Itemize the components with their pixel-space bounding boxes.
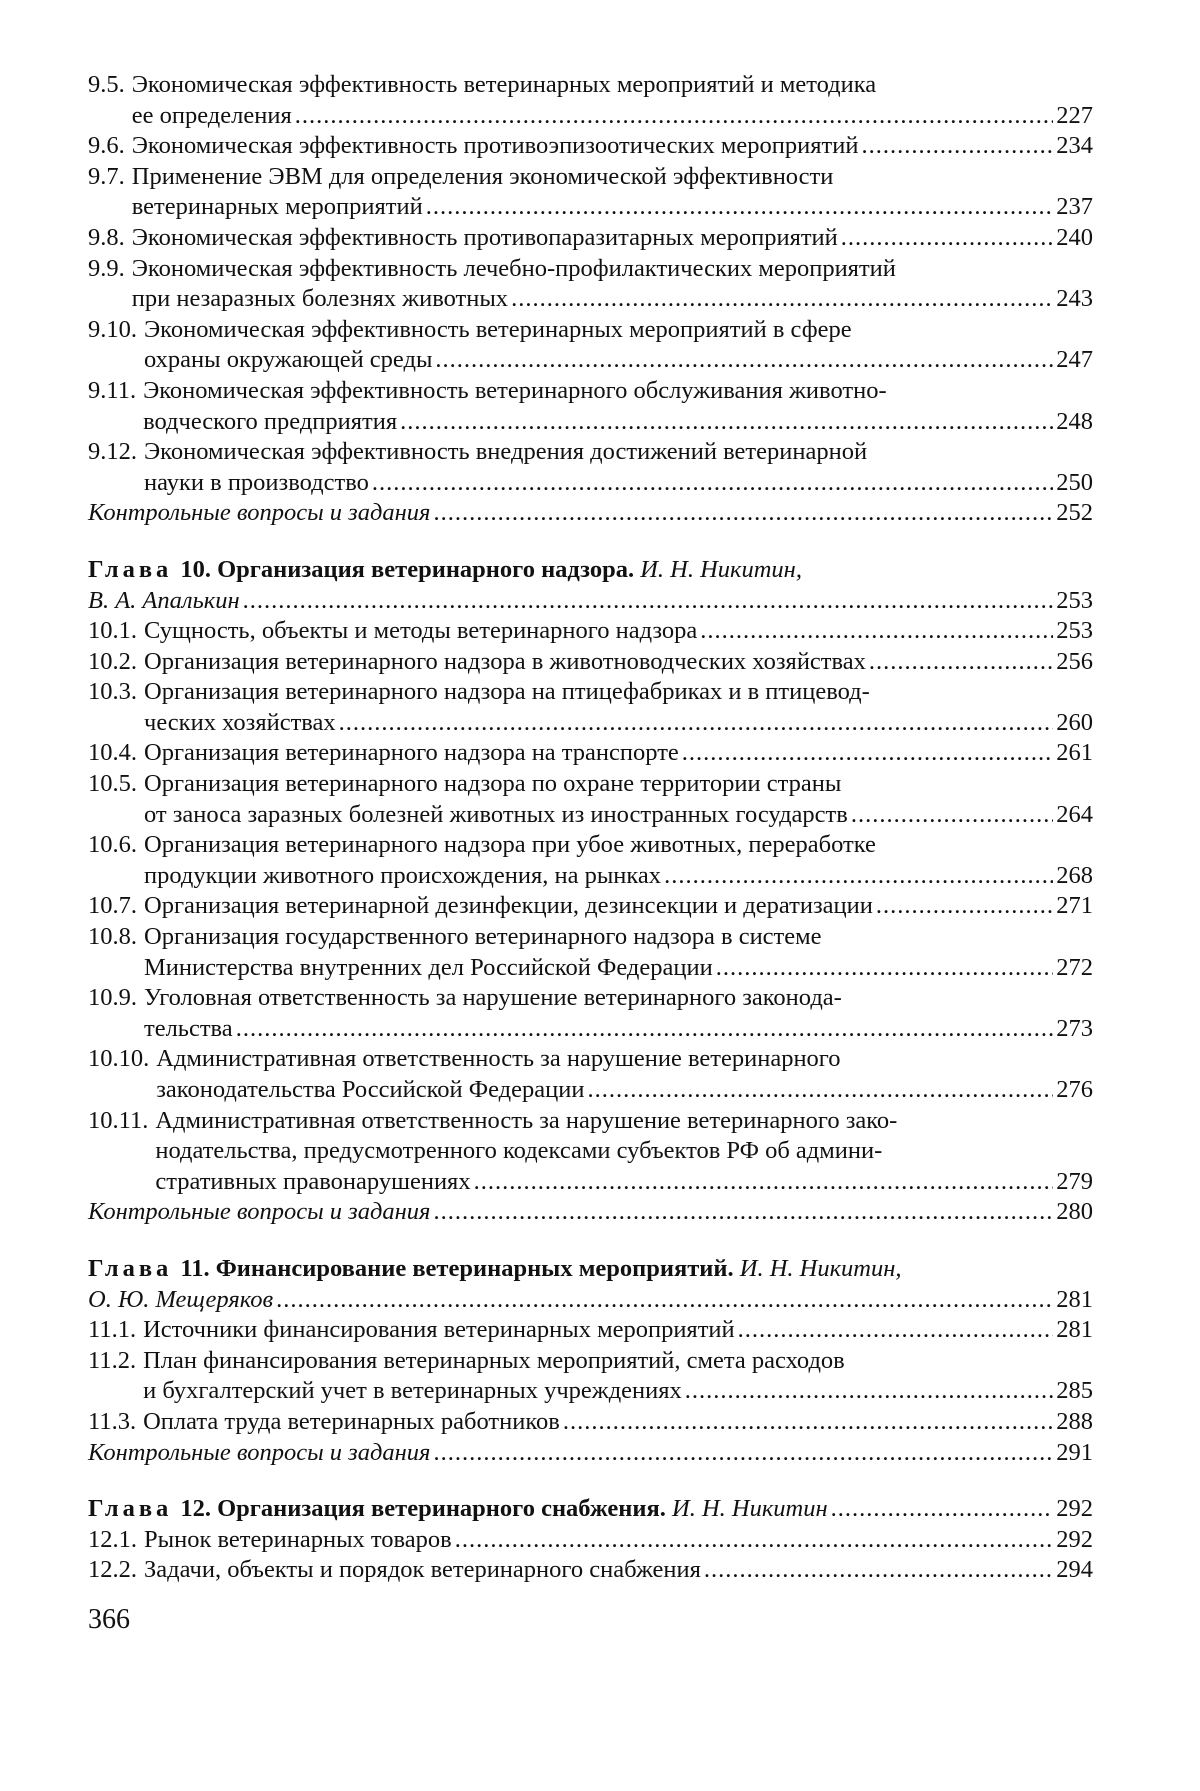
leader-dots xyxy=(455,1525,1054,1556)
toc-last-line xyxy=(88,498,1093,529)
toc-page-number: 279 xyxy=(1056,1167,1093,1195)
toc-page-number: 240 xyxy=(1056,223,1093,251)
toc-entry-line: Экономическая эффективность ветеринарного обслуживания животно- xyxy=(143,376,887,404)
toc-entry xyxy=(88,769,1093,830)
leader-dots xyxy=(738,1315,1054,1346)
toc-entry-title: науки в производство xyxy=(144,468,369,496)
toc-entry-title: ее определения xyxy=(131,101,292,129)
toc-entry-body xyxy=(144,891,1093,922)
toc-entry-body xyxy=(144,983,1093,1044)
leader-dots xyxy=(433,1438,1053,1469)
toc-entry-title: стративных правонарушениях xyxy=(155,1167,471,1195)
toc-entry-number: 12.2. xyxy=(88,1556,137,1584)
toc-entry-title: охраны окружающей среды xyxy=(144,346,433,374)
toc-entry-title: Экономическая эффективность противоэпизоотических мероприятий xyxy=(131,132,859,160)
toc-entry-line: Организация ветеринарного надзора по охране территории страны xyxy=(144,770,842,798)
section-gap xyxy=(88,1468,1093,1494)
toc-entry-title: ческих хозяйствах xyxy=(144,708,336,736)
toc-page-number: 253 xyxy=(1056,586,1093,614)
toc-entry-title: Организация ветеринарного надзора в животноводческих хозяйствах xyxy=(144,647,866,675)
toc-page-number: 281 xyxy=(1056,1285,1093,1313)
toc-entry-line: Организация государственного ветеринарного надзора в системе xyxy=(144,923,822,951)
toc-entry xyxy=(88,1044,1093,1105)
toc-page-number: 292 xyxy=(1056,1495,1093,1523)
toc-entry xyxy=(88,830,1093,891)
leader-dots xyxy=(704,1555,1053,1586)
toc-entry-body xyxy=(156,1044,1093,1105)
toc-last-line xyxy=(144,345,1093,376)
toc-entry-title: Организация ветеринарной дезинфекции, дезинсекции и дератизации xyxy=(144,892,873,920)
toc-control-questions xyxy=(88,1197,1093,1228)
leader-dots xyxy=(876,891,1053,922)
toc-entry-title: ветеринарных мероприятий xyxy=(131,193,423,221)
toc-entry-body xyxy=(144,1525,1093,1556)
toc-last-line xyxy=(144,861,1093,892)
toc-entry-body xyxy=(143,1315,1093,1346)
leader-dots xyxy=(716,953,1054,984)
toc-last-line xyxy=(144,1525,1093,1556)
page-number: 366 xyxy=(88,1604,130,1635)
toc-last-line xyxy=(143,1407,1093,1438)
toc-entry-line: Административная ответственность за нарушение ветеринарного зако- xyxy=(155,1106,898,1134)
toc-entry-number: 9.9. xyxy=(88,254,125,282)
toc-page-number: 264 xyxy=(1056,800,1093,828)
toc-entry-title: Источники финансирования ветеринарных мероприятий xyxy=(143,1316,735,1344)
toc-control-questions xyxy=(88,1438,1093,1469)
section-gap xyxy=(88,529,1093,555)
toc-page-number: 276 xyxy=(1056,1076,1093,1103)
chapter-word: Глава xyxy=(88,1254,173,1282)
toc-entry-title: законодательства Российской Федерации xyxy=(156,1076,585,1103)
toc-entry-title: Контрольные вопросы и задания xyxy=(88,1198,431,1226)
toc-entry-number: 10.5. xyxy=(88,770,137,798)
toc-last-line xyxy=(88,1438,1093,1469)
chapter-title: 12. Организация ветеринарного снабжения. xyxy=(180,1495,666,1523)
toc-entry-body xyxy=(144,738,1093,769)
toc-page-number: 280 xyxy=(1056,1198,1093,1226)
toc-entry-line: План финансирования ветеринарных мероприятий, смета расходов xyxy=(143,1346,845,1374)
chapter-heading xyxy=(88,1494,1093,1525)
leader-dots xyxy=(433,498,1053,529)
toc-page-number: 260 xyxy=(1056,708,1093,736)
toc-entry-body xyxy=(144,616,1093,647)
toc-entry-line: Экономическая эффективность внедрения достижений ветеринарной xyxy=(144,438,868,466)
toc-entry-body xyxy=(88,498,1093,529)
chapter-author: И. Н. Никитин, xyxy=(640,555,802,583)
toc-entry-title: и бухгалтерский учет в ветеринарных учреждениях xyxy=(143,1377,682,1405)
toc-page-number: 256 xyxy=(1056,647,1093,675)
toc-last-line xyxy=(88,1197,1093,1228)
toc-page-number: 250 xyxy=(1056,468,1093,496)
toc-entry-body xyxy=(144,315,1093,376)
toc-entry-line: Экономическая эффективность ветеринарных мероприятий в сфере xyxy=(144,315,852,343)
toc-entry xyxy=(88,677,1093,738)
toc-entry-number: 10.3. xyxy=(88,678,137,706)
toc-page-number: 281 xyxy=(1056,1316,1093,1344)
toc-entry-number: 9.6. xyxy=(88,132,125,160)
toc-entry-title: водческого предприятия xyxy=(143,407,398,435)
toc-last-line xyxy=(144,647,1093,678)
toc-page-number: 247 xyxy=(1056,346,1093,374)
toc-page-number: 248 xyxy=(1056,407,1093,435)
toc-entry xyxy=(88,922,1093,983)
toc-last-line xyxy=(143,1376,1093,1407)
toc-entry-title: Рынок ветеринарных товаров xyxy=(144,1525,452,1553)
leader-dots xyxy=(682,738,1053,769)
toc-entry-title: Контрольные вопросы и задания xyxy=(88,499,431,527)
leader-dots xyxy=(587,1075,1053,1106)
chapter-heading xyxy=(88,555,1093,616)
toc-entry-body xyxy=(132,131,1093,162)
toc-page-number: 294 xyxy=(1056,1556,1093,1584)
toc-entry-number: 9.12. xyxy=(88,438,137,466)
toc-page-number: 291 xyxy=(1056,1438,1093,1466)
leader-dots xyxy=(474,1167,1054,1198)
leader-dots xyxy=(700,616,1053,647)
toc-entry xyxy=(88,1315,1093,1346)
leader-dots xyxy=(563,1407,1053,1438)
toc-entry-line: Экономическая эффективность лечебно-профилактических мероприятий xyxy=(131,254,896,282)
toc-last-line xyxy=(144,468,1093,499)
toc-page-number: 271 xyxy=(1056,892,1093,920)
toc-page-number: 243 xyxy=(1056,285,1093,313)
toc-last-line xyxy=(132,131,1093,162)
toc-entry-body xyxy=(144,830,1093,891)
toc-entry-number: 11.3. xyxy=(88,1407,137,1435)
toc-entry-body xyxy=(144,677,1093,738)
toc-entry-number: 10.11. xyxy=(88,1106,149,1134)
toc-entry-number: 12.1. xyxy=(88,1525,137,1553)
toc-entry-number: 9.7. xyxy=(88,162,125,190)
toc-page-number: 234 xyxy=(1056,132,1093,160)
toc-entry-body xyxy=(144,437,1093,498)
toc-entry-number: 10.8. xyxy=(88,923,137,951)
toc-last-line xyxy=(88,1285,1093,1316)
toc-entry xyxy=(88,437,1093,498)
toc-entry-number: 11.2. xyxy=(88,1346,137,1374)
section-gap xyxy=(88,1228,1093,1254)
toc-entry-body xyxy=(144,922,1093,983)
toc-entry-title: при незаразных болезнях животных xyxy=(131,285,509,313)
toc-entry-number: 10.4. xyxy=(88,739,137,767)
chapter-word: Глава xyxy=(88,1495,173,1523)
toc-entry-number: 9.10. xyxy=(88,315,137,343)
toc-entry-body xyxy=(132,254,1093,315)
leader-dots xyxy=(435,345,1053,376)
toc-entry xyxy=(88,315,1093,376)
toc-entry-number: 10.6. xyxy=(88,831,137,859)
chapter-title-line xyxy=(88,555,1093,586)
toc-entry xyxy=(88,1555,1093,1586)
toc-entry xyxy=(88,891,1093,922)
toc-last-line xyxy=(144,800,1093,831)
toc-entry-number: 9.5. xyxy=(88,71,125,98)
toc-entry xyxy=(88,983,1093,1044)
leader-dots xyxy=(869,647,1053,678)
leader-dots xyxy=(426,192,1054,223)
toc-last-line xyxy=(132,284,1093,315)
toc-entry-number: 9.11. xyxy=(88,376,137,404)
toc-entry-title: Экономическая эффективность противопаразитарных мероприятий xyxy=(131,223,838,251)
toc-last-line xyxy=(144,708,1093,739)
leader-dots xyxy=(851,800,1053,831)
leader-dots xyxy=(861,131,1053,162)
toc-page-number: 285 xyxy=(1056,1377,1093,1405)
leader-dots xyxy=(400,407,1053,438)
toc-entry-number: 11.1. xyxy=(88,1316,137,1344)
toc-entry-title: Организация ветеринарного надзора на транспорте xyxy=(144,739,679,767)
toc-last-line xyxy=(156,1075,1093,1106)
toc-last-line xyxy=(143,407,1093,438)
toc-entry-title: Сущность, объекты и методы ветеринарного надзора xyxy=(144,617,698,645)
toc-entry xyxy=(88,254,1093,315)
toc-control-questions xyxy=(88,498,1093,529)
toc-entry xyxy=(88,1525,1093,1556)
leader-dots xyxy=(511,284,1053,315)
toc-entry xyxy=(88,70,1093,131)
toc-entry xyxy=(88,376,1093,437)
chapter-title: 11. Финансирование ветеринарных мероприятий. xyxy=(180,1254,734,1282)
toc-entry xyxy=(88,223,1093,254)
toc-entry xyxy=(88,1106,1093,1198)
toc-entry-title: Министерства внутренних дел Российской Федерации xyxy=(144,953,713,981)
leader-dots xyxy=(295,101,1054,132)
toc-entry-body xyxy=(132,162,1093,223)
toc-last-line xyxy=(144,738,1093,769)
toc-entry xyxy=(88,647,1093,678)
toc-entry-number: 10.1. xyxy=(88,617,137,645)
leader-dots xyxy=(664,861,1053,892)
toc-entry-body xyxy=(143,1407,1093,1438)
toc-entry-number: 10.7. xyxy=(88,892,137,920)
leader-dots xyxy=(372,468,1053,499)
toc-last-line xyxy=(132,101,1093,132)
leader-dots xyxy=(276,1285,1053,1316)
toc-last-line xyxy=(88,586,1093,617)
chapter-author: И. Н. Никитин xyxy=(672,1495,828,1523)
toc-entry-line: Экономическая эффективность ветеринарных мероприятий и методика xyxy=(131,71,877,98)
toc-last-line xyxy=(88,1494,1093,1525)
table-of-contents xyxy=(88,70,1093,1586)
toc-entry xyxy=(88,131,1093,162)
toc-last-line xyxy=(144,953,1093,984)
toc-entry-line: Организация ветеринарного надзора при убое животных, переработке xyxy=(144,831,876,859)
toc-page-number: 261 xyxy=(1056,739,1093,767)
toc-entry-line: Применение ЭВМ для определения экономической эффективности xyxy=(131,162,834,190)
toc-entry xyxy=(88,162,1093,223)
toc-last-line xyxy=(143,1315,1093,1346)
toc-entry-title: тельства xyxy=(144,1014,233,1042)
toc-entry-title: Контрольные вопросы и задания xyxy=(88,1438,431,1466)
toc-entry-title: В. А. Апалькин xyxy=(88,586,240,614)
chapter-title: 10. Организация ветеринарного надзора. xyxy=(180,555,635,583)
toc-entry-body xyxy=(144,1555,1093,1586)
toc-page-number: 288 xyxy=(1056,1407,1093,1435)
chapter-title-line xyxy=(88,1254,1093,1285)
toc-entry-number: 9.8. xyxy=(88,223,125,251)
toc-entry-body xyxy=(144,647,1093,678)
toc-entry-line: нодательства, предусмотренного кодексами субъектов РФ об админи- xyxy=(155,1137,883,1165)
toc-page-number: 227 xyxy=(1056,101,1093,129)
chapter-word: Глава xyxy=(88,555,173,583)
toc-entry-line: Организация ветеринарного надзора на птицефабриках и в птицевод- xyxy=(144,678,870,706)
leader-dots xyxy=(243,586,1054,617)
toc-page-number: 292 xyxy=(1056,1525,1093,1553)
toc-entry-body xyxy=(88,1438,1093,1469)
leader-dots xyxy=(685,1376,1053,1407)
toc-entry-title: Оплата труда ветеринарных работников xyxy=(143,1407,560,1435)
toc-page-number: 237 xyxy=(1056,193,1093,221)
toc-entry-body xyxy=(132,223,1093,254)
toc-entry-number: 10.2. xyxy=(88,647,137,675)
leader-dots xyxy=(831,1494,1054,1525)
toc-entry-body xyxy=(88,1197,1093,1228)
toc-last-line xyxy=(144,891,1093,922)
toc-page-number: 273 xyxy=(1056,1014,1093,1042)
toc-entry-line: Уголовная ответственность за нарушение ветеринарного законода- xyxy=(144,984,842,1012)
chapter-heading-text xyxy=(88,1494,828,1525)
chapter-heading xyxy=(88,1254,1093,1315)
toc-entry xyxy=(88,1346,1093,1407)
toc-entry-line: Административная ответственность за нарушение ветеринарного xyxy=(156,1045,841,1073)
toc-entry xyxy=(88,738,1093,769)
toc-page-number: 252 xyxy=(1056,499,1093,527)
toc-entry-title: продукции животного происхождения, на рынках xyxy=(144,861,662,889)
leader-dots xyxy=(433,1197,1053,1228)
chapter-author: И. Н. Никитин, xyxy=(739,1254,902,1282)
toc-entry-title: от заноса заразных болезней животных из иностранных государств xyxy=(144,800,848,828)
toc-last-line xyxy=(144,1014,1093,1045)
toc-entry-body xyxy=(143,376,1093,437)
toc-last-line xyxy=(132,192,1093,223)
toc-page-number: 268 xyxy=(1056,861,1093,889)
toc-entry-title: Задачи, объекты и порядок ветеринарного снабжения xyxy=(144,1556,701,1584)
toc-entry-body xyxy=(143,1346,1093,1407)
leader-dots xyxy=(236,1014,1054,1045)
toc-page-number: 272 xyxy=(1056,953,1093,981)
toc-entry-number: 10.10. xyxy=(88,1045,150,1073)
toc-entry-body xyxy=(144,769,1093,830)
toc-last-line xyxy=(155,1167,1093,1198)
leader-dots xyxy=(841,223,1053,254)
toc-last-line xyxy=(144,616,1093,647)
toc-entry-body xyxy=(132,70,1093,131)
toc-entry xyxy=(88,1407,1093,1438)
toc-last-line xyxy=(144,1555,1093,1586)
leader-dots xyxy=(339,708,1054,739)
toc-entry xyxy=(88,616,1093,647)
toc-entry-number: 10.9. xyxy=(88,984,137,1012)
toc-page-number: 253 xyxy=(1056,617,1093,645)
toc-entry-body xyxy=(155,1106,1093,1198)
toc-last-line xyxy=(132,223,1093,254)
toc-entry-title: О. Ю. Мещеряков xyxy=(88,1285,274,1313)
